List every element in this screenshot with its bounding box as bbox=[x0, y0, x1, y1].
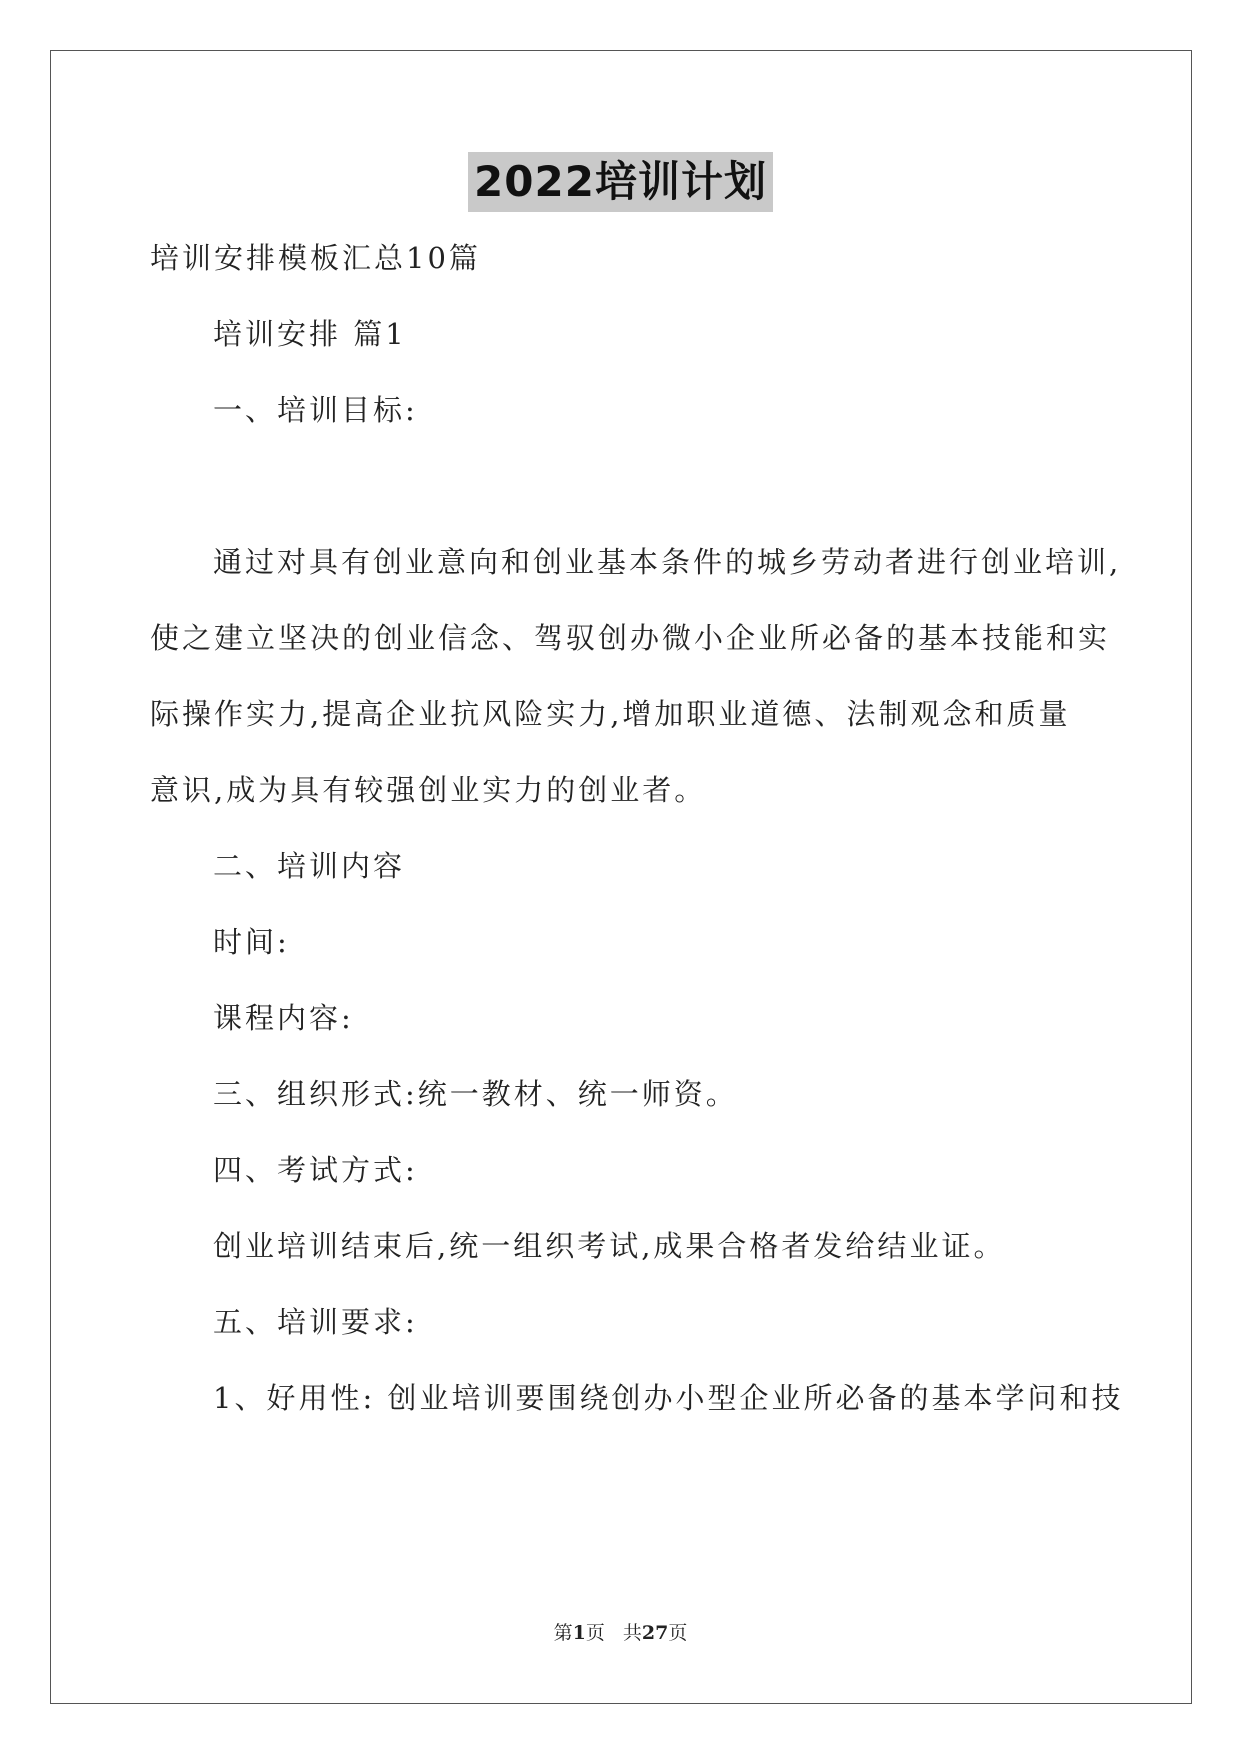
section-heading: 培训安排 篇1 bbox=[213, 317, 407, 351]
page-prefix: 第 bbox=[553, 1622, 573, 1644]
requirements-heading: 五、培训要求: bbox=[213, 1305, 418, 1339]
page-footer bbox=[0, 1620, 1241, 1646]
paragraph-line: 使之建立坚决的创业信念、驾驭创办微小企业所必备的基本技能和实 bbox=[150, 621, 1111, 655]
title-container bbox=[0, 152, 1241, 212]
content-heading: 二、培训内容 bbox=[213, 849, 406, 883]
total-suffix: 页 bbox=[668, 1622, 688, 1644]
paragraph-line: 通过对具有创业意向和创业基本条件的城乡劳动者进行创业培训, bbox=[213, 545, 1122, 579]
paragraph-line: 意识,成为具有较强创业实力的创业者。 bbox=[150, 773, 707, 807]
exam-heading: 四、考试方式: bbox=[213, 1153, 418, 1187]
exam-text: 创业培训结束后,统一组织考试,成果合格者发给结业证。 bbox=[213, 1229, 1006, 1263]
total-page-count: 27 bbox=[641, 1622, 669, 1644]
organization-line: 三、组织形式:统一教材、统一师资。 bbox=[213, 1077, 738, 1111]
goal-heading: 一、培训目标: bbox=[213, 393, 418, 427]
document-title: 2022培训计划 bbox=[468, 152, 773, 212]
time-label: 时间: bbox=[213, 925, 290, 959]
total-prefix: 共 bbox=[622, 1622, 642, 1644]
document-subtitle: 培训安排模板汇总10篇 bbox=[150, 241, 481, 275]
requirement-item: 1、好用性: 创业培训要围绕创办小型企业所必备的基本学问和技 bbox=[213, 1381, 1124, 1415]
course-label: 课程内容: bbox=[213, 1001, 354, 1035]
current-page-number: 1 bbox=[572, 1622, 586, 1644]
paragraph-line: 际操作实力,提高企业抗风险实力,增加职业道德、法制观念和质量 bbox=[150, 697, 1071, 731]
page-suffix: 页 bbox=[585, 1622, 605, 1644]
